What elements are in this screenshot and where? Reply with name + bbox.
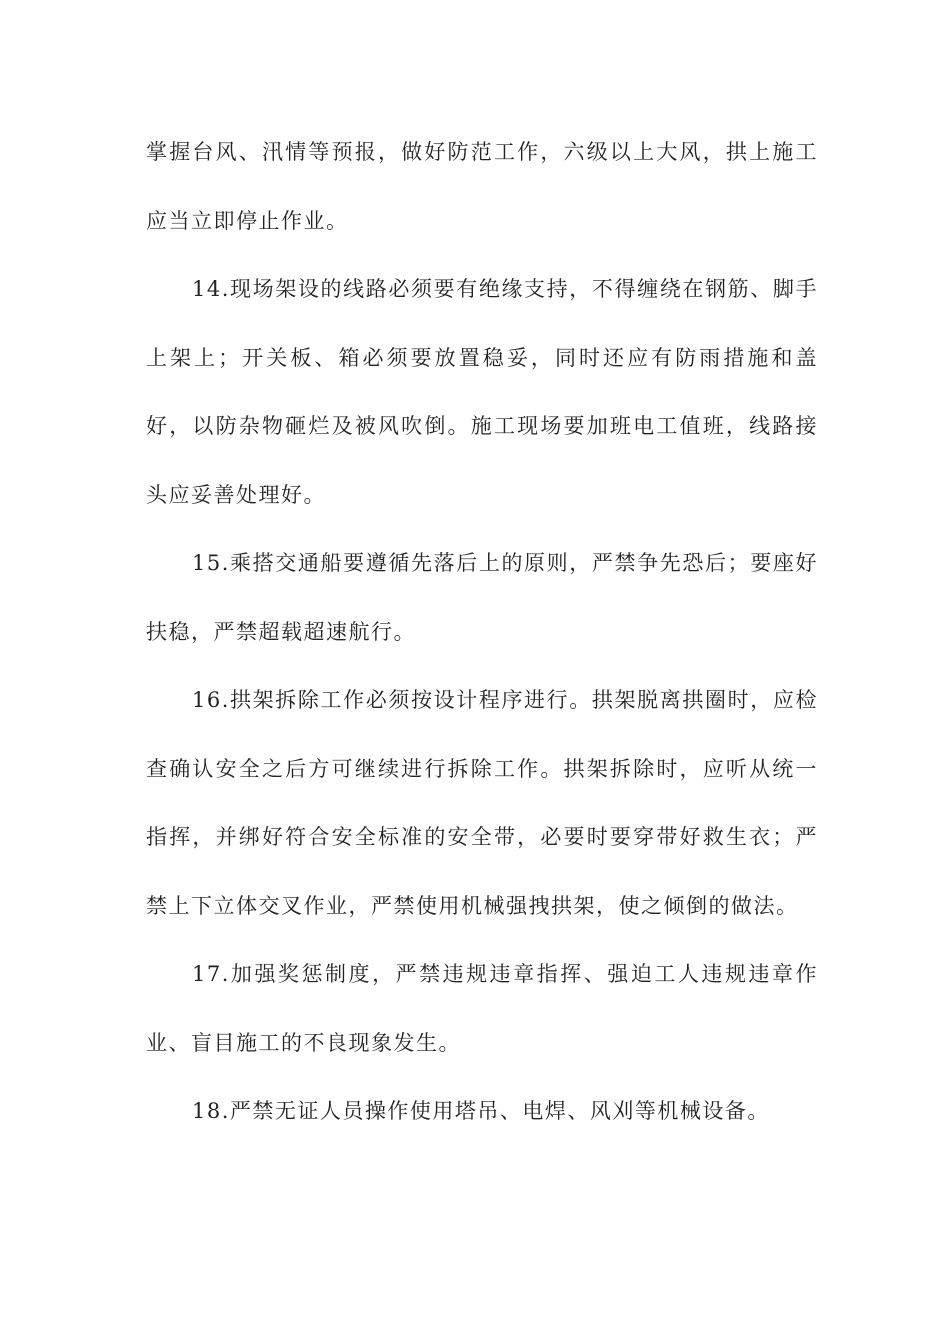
paragraph-continuation: 掌握台风、汛情等预报，做好防范工作，六级以上大风，拱上施工应当立即停止作业。 [146, 140, 818, 233]
paragraph-item-18: 18.严禁无证人员操作使用塔吊、电焊、风刈等机械设备。 [192, 1099, 770, 1123]
document-body [146, 118, 818, 1146]
paragraph-item-16: 16.拱架拆除工作必须按设计程序进行。拱架脱离拱圈时，应检查确认安全之后方可继续进行拆除工作。拱架拆除时，应听从统一指挥，并绑好符合安全标准的安全带，必要时要穿带好救生衣；严禁上下立体交叉作业，严禁使用机械强拽拱架，使之倾倒的做法。 [146, 688, 818, 918]
paragraph-item-14: 14.现场架设的线路必须要有绝缘支持，不得缠绕在钢筋、脚手上架上；开关板、箱必须要放置稳妥，同时还应有防雨措施和盖好，以防杂物砸烂及被风吹倒。施工现场要加班电工值班，线路接头应妥善处理好。 [146, 277, 818, 507]
paragraph-item-17: 17.加强奖惩制度，严禁违规违章指挥、强迫工人违规违章作业、盲目施工的不良现象发生。 [146, 962, 818, 1055]
paragraph-item-15: 15.乘搭交通船要遵循先落后上的原则，严禁争先恐后；要座好扶稳，严禁超载超速航行。 [146, 551, 818, 644]
